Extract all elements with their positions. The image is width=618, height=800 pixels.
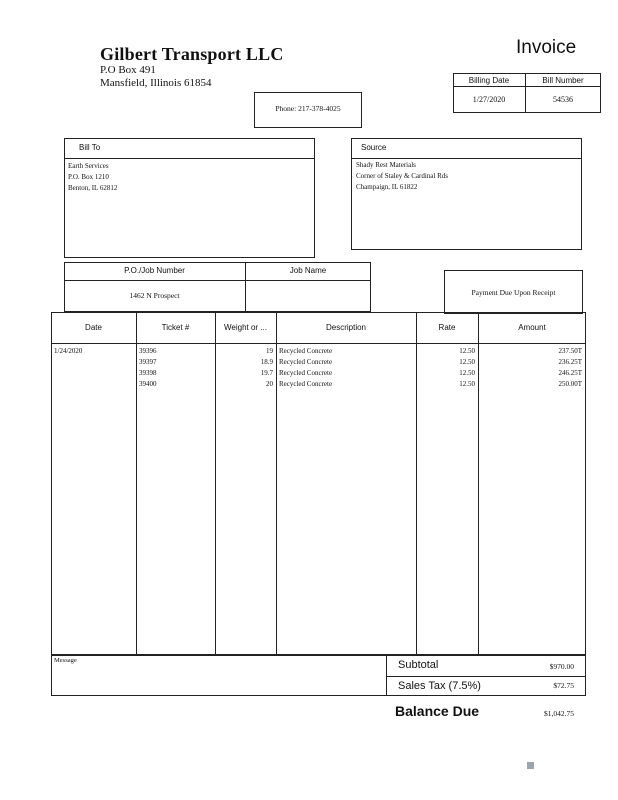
scan-marker [527,762,534,769]
company-phone: Phone: 217-378-4025 [275,104,341,113]
col-header-date: Date [85,323,102,332]
row-ticket: 39397 [139,358,157,366]
col-header-weight: Weight or ... [224,323,267,332]
company-address-line2: Mansfield, Illinois 61854 [100,77,212,89]
source-divider [351,158,582,159]
items-header-divider [51,343,586,344]
row-description: Recycled Concrete [279,369,333,377]
source-label: Source [361,143,387,152]
source-line: Corner of Staley & Cardinal Rds [356,172,448,180]
col-divider-weight [276,312,277,655]
bill-to-divider [64,158,315,159]
company-name: Gilbert Transport LLC [100,44,284,64]
company-address-line1: P.O Box 491 [100,64,156,76]
payment-terms: Payment Due Upon Receipt [471,288,556,297]
billing-divider [453,86,601,87]
col-header-amount: Amount [518,323,546,332]
doc-title: Invoice [516,37,577,58]
row-amount: 237.50T [558,347,582,355]
row-weight: 18.9 [260,358,273,366]
po-header: P.O./Job Number [124,266,185,275]
bill-to-address [68,161,117,194]
row-ticket: 39398 [139,369,157,377]
source-line: Champaign, IL 61822 [356,183,418,191]
balance-due-label: Balance Due [395,703,480,719]
row-description: Recycled Concrete [279,358,333,366]
row-ticket: 39396 [139,347,157,355]
row-rate: 12.50 [459,358,475,366]
bill-to-line: Benton, IL 62812 [68,184,118,192]
po-value: 1462 N Prospect [129,291,180,300]
bill-number-label: Bill Number [542,76,584,85]
subtotal-label: Subtotal [398,659,439,671]
source-box [351,138,582,250]
sales-tax-label: Sales Tax (7.5%) [398,680,481,692]
po-divider [64,280,371,281]
row-weight: 20 [266,380,273,388]
bill-to-label: Bill To [79,143,101,152]
bill-number-value: 54536 [553,95,573,104]
row-description: Recycled Concrete [279,380,333,388]
billing-date-value: 1/27/2020 [472,95,506,104]
job-name-header: Job Name [289,266,327,275]
bill-to-line: P.O. Box 1210 [68,173,109,181]
row-ticket: 39400 [139,380,157,388]
col-divider-date [136,312,137,655]
row-rate: 12.50 [459,369,475,377]
subtotal-divider [386,676,586,677]
billing-date-label: Billing Date [468,76,510,85]
bill-to-box [64,138,315,258]
message-label: Message [54,657,77,664]
balance-due-value: $1,042.75 [544,709,574,718]
row-rate: 12.50 [459,347,475,355]
row-amount: 246.25T [558,369,582,377]
row-amount: 236.25T [558,358,582,366]
col-header-rate: Rate [438,323,456,332]
row-weight: 19 [266,347,273,355]
row-weight: 19.7 [260,369,273,377]
sales-tax-value: $72.75 [553,681,574,690]
bill-to-line: Earth Services [68,162,109,170]
col-header-ticket: Ticket # [161,323,190,332]
row-date: 1/24/2020 [54,347,83,355]
source-address [356,160,448,193]
source-line: Shady Rest Materials [356,161,416,169]
row-description: Recycled Concrete [279,347,333,355]
col-header-description: Description [325,323,366,332]
row-amount: 250.00T [558,380,582,388]
row-rate: 12.50 [459,380,475,388]
subtotal-value: $970.00 [549,662,574,671]
